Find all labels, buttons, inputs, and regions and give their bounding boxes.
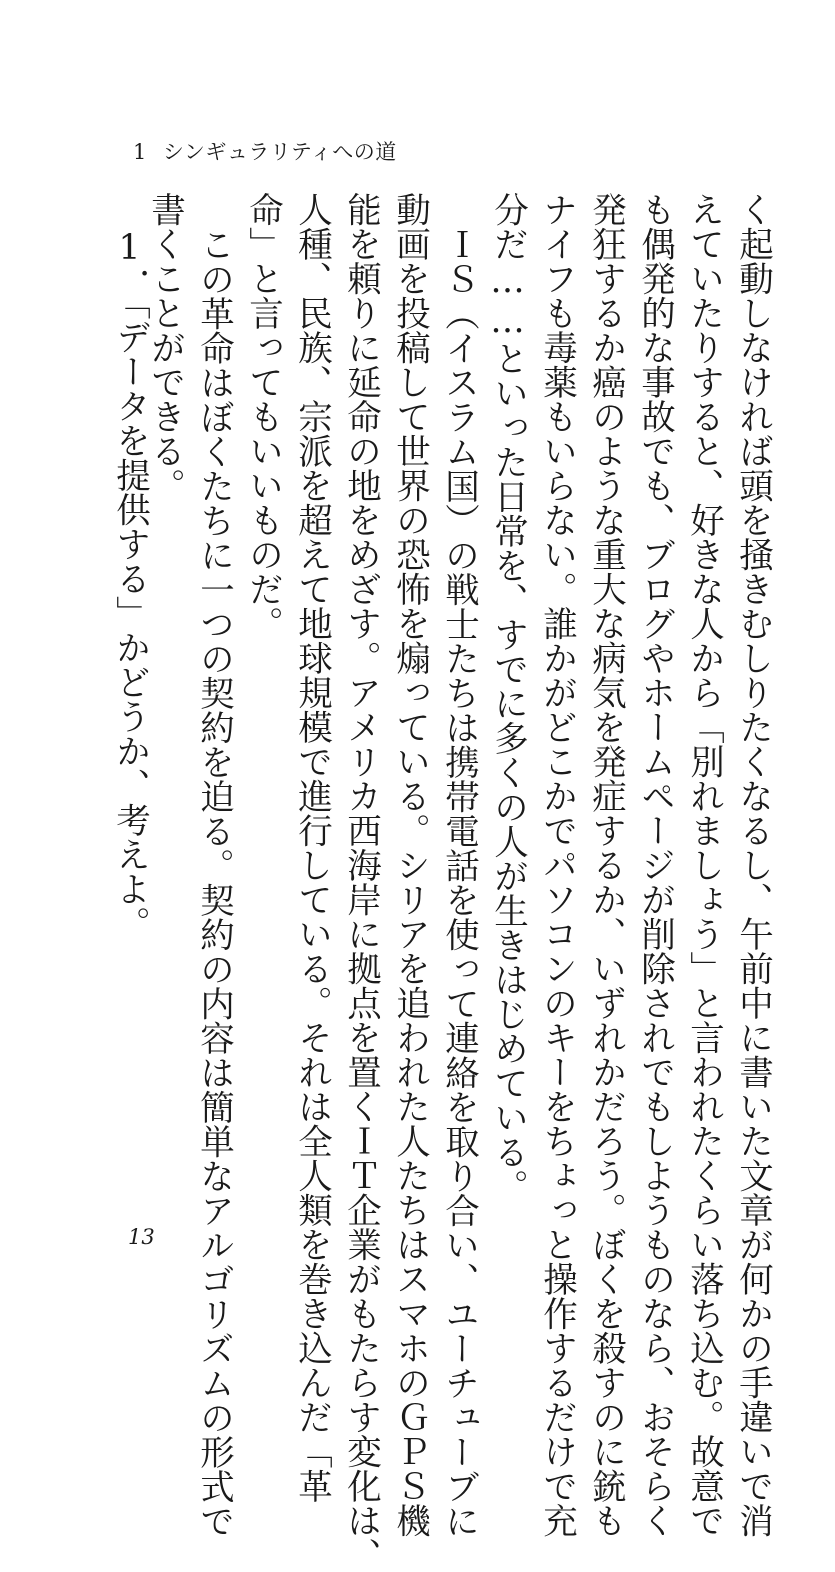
chapter-title: シンギュラリティへの道 (162, 140, 397, 164)
body-line: 命」と言ってもいいものだ。 (242, 192, 283, 641)
body-line: 人種、民族、宗派を超えて地球規模で進行している。それは全人類を巻き込んだ「革 (291, 192, 332, 1503)
body-line: も偶発的な事故でも、ブログやホームページが削除されでもしようものなら、おそらく (634, 192, 675, 1538)
running-head (133, 136, 397, 166)
body-line: 書くことができる。 (144, 192, 185, 503)
body-line: この革命はぼくたちに一つの契約を迫る。契約の内容は簡単なアルゴリズムの形式で (193, 227, 234, 1538)
body-line: えていたりすると、好きな人から「別れましょう」と言われたくらい落ち込む。故意で (683, 192, 724, 1538)
body-line: ＩＳ（イスラム国）の戦士たちは携帯電話を使って連絡を取り合い、ユーチューブに (438, 227, 479, 1538)
body-line: 分だ……といった日常を、すでに多くの人が生きはじめている。 (487, 192, 528, 1204)
body-line: 発狂するか癌のような重大な病気を発症するか、いずれかだろう。ぼくを殺すのに銃も (585, 192, 626, 1538)
body-line: 能を頼りに延命の地をめざす。アメリカ西海岸に拠点を置くＩＴ企業がもたらす変化は、 (340, 192, 381, 1572)
section-heading: 1．「データを提供する」かどうか、考えよ。 (109, 228, 150, 941)
page-number: 13 (128, 1225, 155, 1249)
body-line: ナイフも毒薬もいらない。誰かがどこかでパソコンのキーをちょっと操作するだけで充 (536, 192, 577, 1538)
chapter-number: 1 (133, 140, 147, 164)
body-line: 動画を投稿して世界の恐怖を煽っている。シリアを追われた人たちはスマホのＧＰＳ機 (389, 192, 430, 1538)
body-line: く起動しなければ頭を掻きむしりたくなるし、午前中に書いた文章が何かの手違いで消 (732, 192, 773, 1538)
